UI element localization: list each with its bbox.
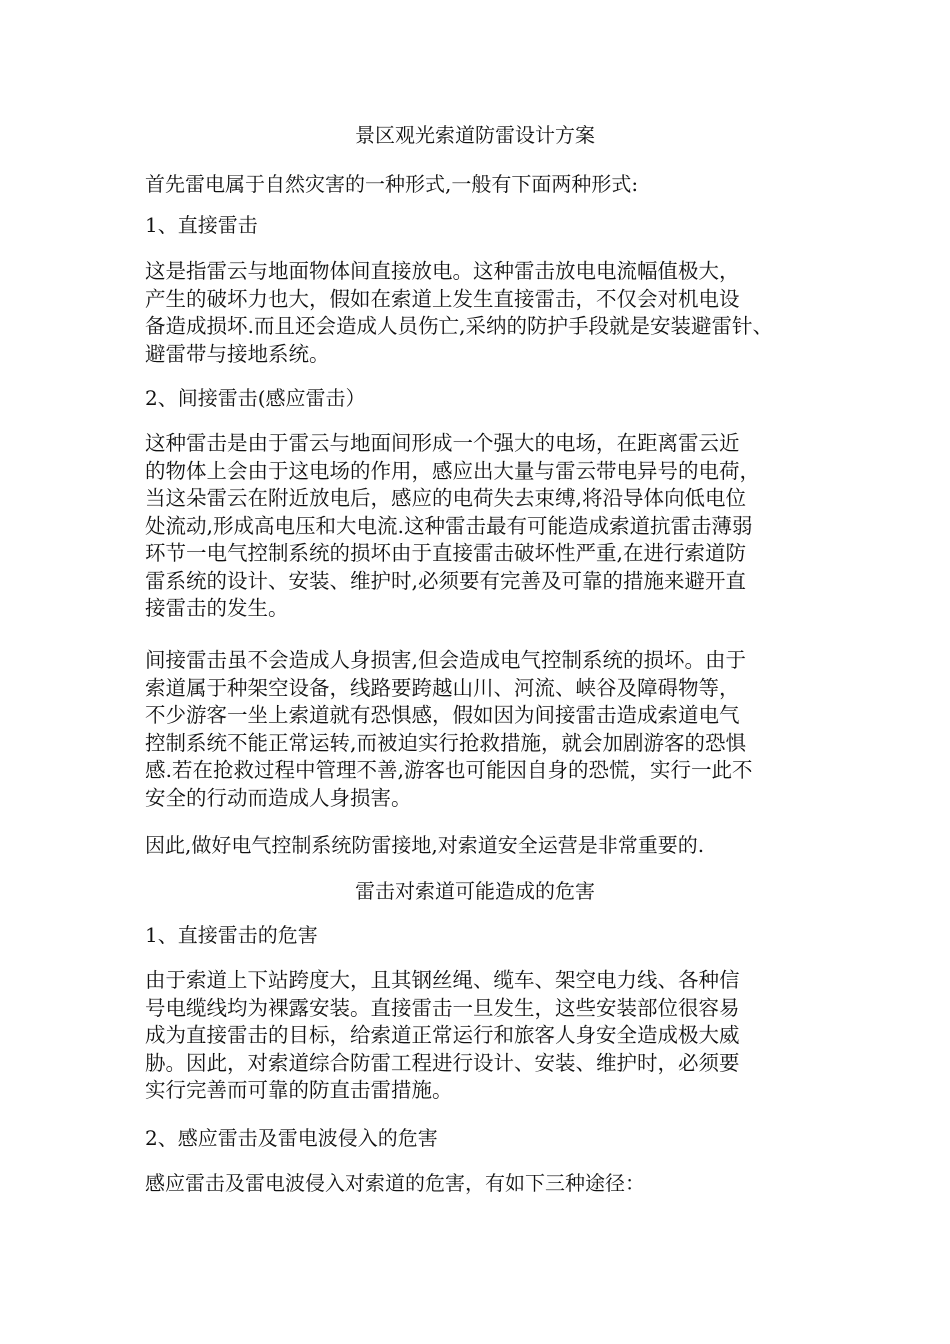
- paragraph-line: 环节一电气控制系统的损坏由于直接雷击破坏性严重,在进行索道防: [145, 541, 747, 565]
- paragraph-line: 不少游客一坐上索道就有恐惧感，假如因为间接雷击造成索道电气: [145, 703, 740, 727]
- heading-induced-strike-harm: 2、感应雷击及雷电波侵入的危害: [145, 1126, 438, 1150]
- paragraph-line: 成为直接雷击的目标，给索道正常运行和旅客人身安全造成极大威: [145, 1023, 740, 1047]
- document-title: 景区观光索道防雷设计方案: [355, 123, 595, 147]
- paragraph-line: 处流动,形成高电压和大电流.这种雷击最有可能造成索道抗雷击薄弱: [145, 513, 753, 538]
- paragraph-line: 控制系统不能正常运转,而被迫实行抢救措施，就会加剧游客的恐惧: [145, 730, 747, 755]
- paragraph-line: 安全的行动而造成人身损害。: [145, 785, 412, 810]
- heading-indirect-strike: 2、间接雷击(感应雷击）: [145, 386, 366, 410]
- paragraph-line: 这种雷击是由于雷云与地面间形成一个强大的电场，在距离雷云近: [145, 431, 740, 455]
- paragraph-induced-strike-harm: 感应雷击及雷电波侵入对索道的危害，有如下三种途径：: [145, 1171, 645, 1195]
- paragraph-line: 避雷带与接地系统。: [145, 341, 330, 366]
- section-subtitle: 雷击对索道可能造成的危害: [355, 879, 595, 903]
- paragraph-line: 这是指雷云与地面物体间直接放电。这种雷击放电电流幅值极大，: [145, 259, 740, 283]
- paragraph-line: 雷系统的设计、安装、维护时,必须要有完善及可靠的措施来避开直: [145, 568, 747, 593]
- paragraph-indirect-strike: [145, 430, 825, 623]
- intro-text: 首先雷电属于自然灾害的一种形式,一般有下面两种形式:: [145, 172, 639, 196]
- paragraph-line: 产生的破坏力也大，假如在索道上发生直接雷击，不仅会对机电设: [145, 286, 740, 311]
- paragraph-line: 当这朵雷云在附近放电后，感应的电荷失去束缚,将沿导体向低电位: [145, 486, 747, 510]
- paragraph-line: 索道属于种架空设备，线路要跨越山川、河流、峡谷及障碍物等，: [145, 675, 740, 700]
- paragraph-line: 感.若在抢救过程中管理不善,游客也可能因自身的恐慌，实行一此不: [145, 758, 753, 782]
- heading-direct-strike: 1、直接雷击: [145, 213, 258, 237]
- conclusion-text: 因此,做好电气控制系统防雷接地,对索道安全运营是非常重要的.: [145, 833, 705, 857]
- heading-direct-strike-harm: 1、直接雷击的危害: [145, 923, 318, 947]
- paragraph-line: 号电缆线均为裸露安装。直接雷击一旦发生，这些安装部位很容易: [145, 995, 740, 1020]
- paragraph-indirect-impact: [145, 647, 825, 812]
- paragraph-line: 间接雷击虽不会造成人身损害,但会造成电气控制系统的损坏。由于: [145, 648, 747, 672]
- paragraph-direct-strike: [145, 258, 825, 368]
- paragraph-line: 胁。因此，对索道综合防雷工程进行设计、安装、维护时，必须要: [145, 1050, 740, 1075]
- paragraph-line: 备造成损坏.而且还会造成人员伤亡,采纳的防护手段就是安装避雷针、: [145, 314, 774, 338]
- paragraph-line: 接雷击的发生。: [145, 596, 289, 620]
- paragraph-line: 的物体上会由于这电场的作用，感应出大量与雷云带电异号的电荷，: [145, 458, 760, 483]
- paragraph-direct-strike-harm: [145, 967, 825, 1105]
- paragraph-line: 实行完善而可靠的防直击雷措施。: [145, 1078, 453, 1102]
- paragraph-line: 由于索道上下站跨度大，且其钢丝绳、缆车、架空电力线、各种信: [145, 968, 740, 992]
